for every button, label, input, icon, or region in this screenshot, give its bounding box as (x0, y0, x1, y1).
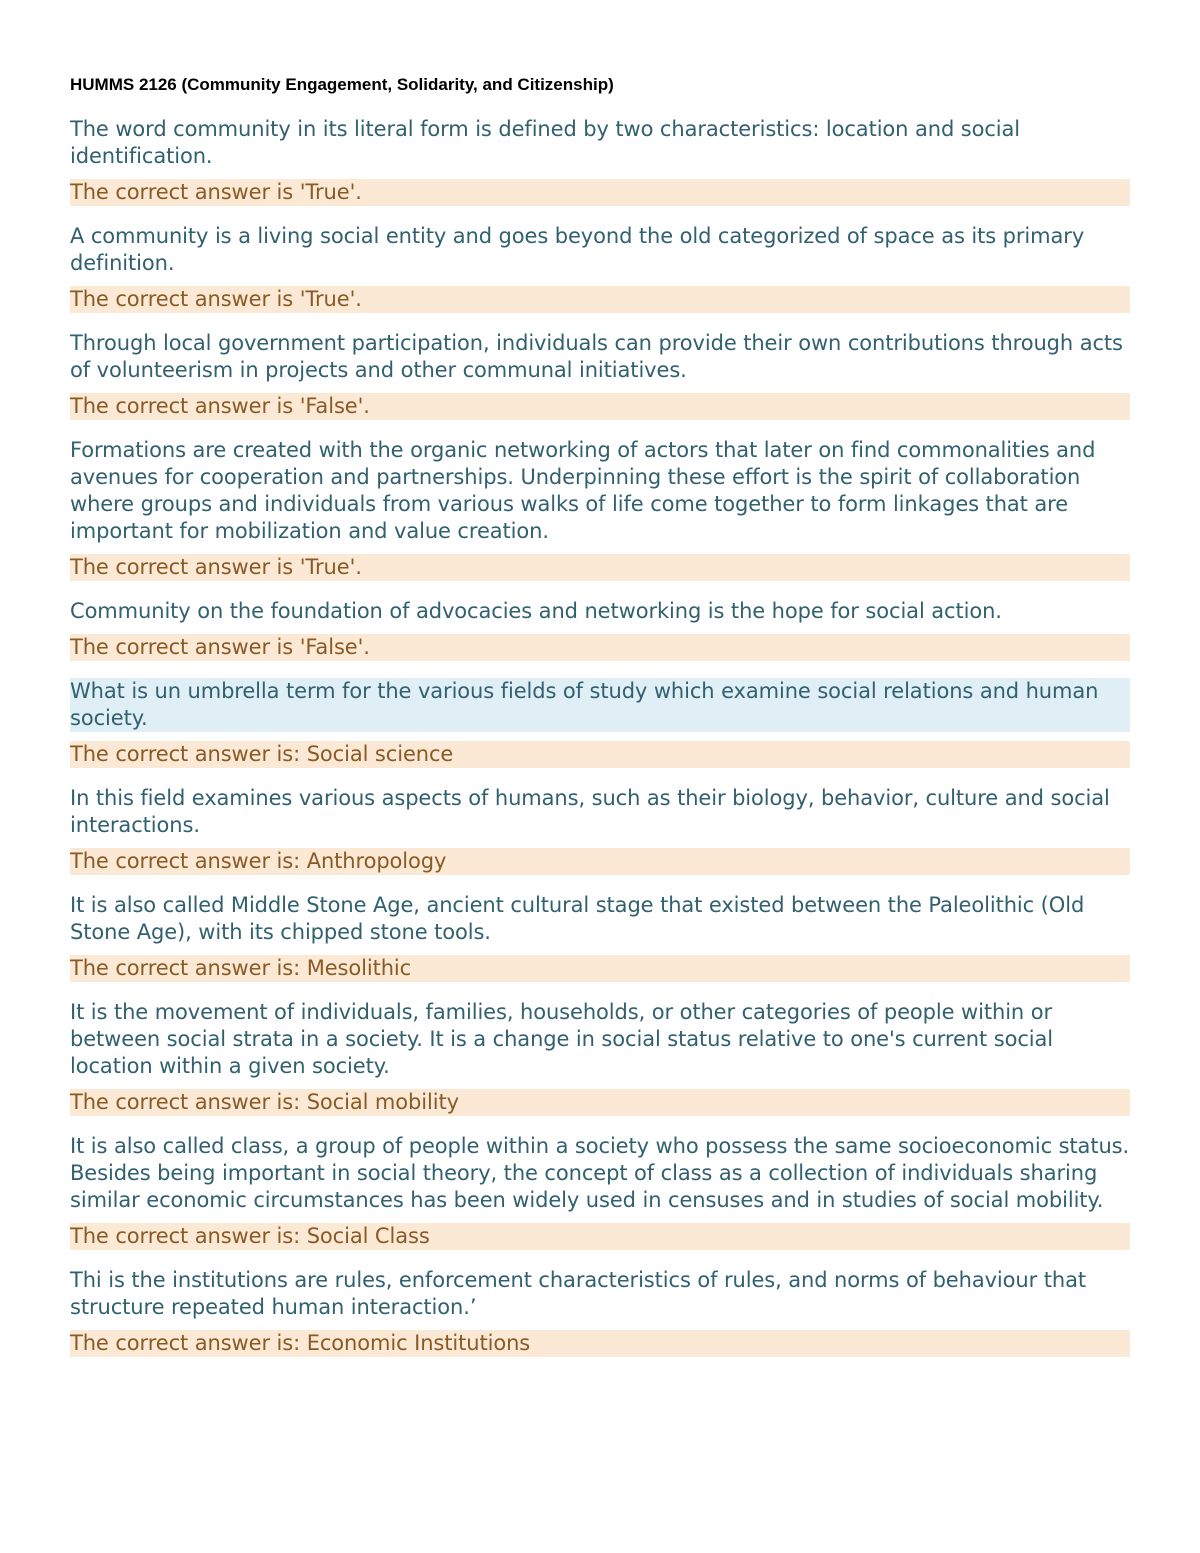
question-text: Thi is the institutions are rules, enforcement characteristics of rules, and norms of behaviour that structure repeated human interaction.’ (70, 1268, 1086, 1319)
question-text: A community is a living social entity and goes beyond the old categorized of space as its primary definition. (70, 224, 1085, 275)
question-text: It is also called Middle Stone Age, ancient cultural stage that existed between the Paleolithic (Old Stone Age), with its chipped stone tools. (70, 893, 1085, 944)
qa-item-1 (70, 116, 1130, 206)
document-page (70, 74, 1130, 1374)
answer-text: The correct answer is 'True'. (70, 179, 1130, 206)
answer-text: The correct answer is: Anthropology (70, 848, 1130, 875)
question-text: Community on the foundation of advocacies and networking is the hope for social action. (70, 599, 1002, 623)
document-title: HUMMS 2126 (Community Engagement, Solidarity, and Citizenship) (70, 75, 614, 94)
qa-item-11 (70, 1267, 1130, 1357)
question-text-highlighted: What is un umbrella term for the various fields of study which examine social relations and human society. (70, 678, 1130, 732)
qa-item-8 (70, 892, 1130, 982)
answer-text: The correct answer is 'False'. (70, 634, 1130, 661)
question-text: It is the movement of individuals, families, households, or other categories of people within or between social strata in a society. It is a change in social status relative to one's current social location within a given society. (70, 1000, 1053, 1078)
answer-text: The correct answer is 'False'. (70, 393, 1130, 420)
qa-item-6 (70, 678, 1130, 768)
answer-text: The correct answer is: Economic Institutions (70, 1330, 1130, 1357)
answer-text: The correct answer is 'True'. (70, 554, 1130, 581)
qa-item-10 (70, 1133, 1130, 1250)
answer-text: The correct answer is: Social science (70, 741, 1130, 768)
answer-text: The correct answer is: Social mobility (70, 1089, 1130, 1116)
qa-item-7 (70, 785, 1130, 875)
question-text: Through local government participation, individuals can provide their own contributions through acts of volunteerism in projects and other communal initiatives. (70, 331, 1123, 382)
qa-item-4 (70, 437, 1130, 581)
qa-item-3 (70, 330, 1130, 420)
answer-text: The correct answer is 'True'. (70, 286, 1130, 313)
qa-item-5 (70, 598, 1130, 661)
question-text: In this field examines various aspects of humans, such as their biology, behavior, culture and social interactions. (70, 786, 1110, 837)
qa-item-9 (70, 999, 1130, 1116)
qa-item-2 (70, 223, 1130, 313)
question-text: Formations are created with the organic networking of actors that later on find commonalities and avenues for cooperation and partnerships. Underpinning these effort is the spirit of collaboration where groups and individuals from various walks of life come together to form linkages that are important for mobilization and value creation. (70, 438, 1096, 543)
question-text: The word community in its literal form is defined by two characteristics: location and social identification. (70, 117, 1021, 168)
answer-text: The correct answer is: Social Class (70, 1223, 1130, 1250)
answer-text: The correct answer is: Mesolithic (70, 955, 1130, 982)
question-text: It is also called class, a group of people within a society who possess the same socioeconomic status. Besides being important in social theory, the concept of class as a collection of individuals sharing similar economic circumstances has been widely used in censuses and in studies of social mobility. (70, 1134, 1130, 1212)
